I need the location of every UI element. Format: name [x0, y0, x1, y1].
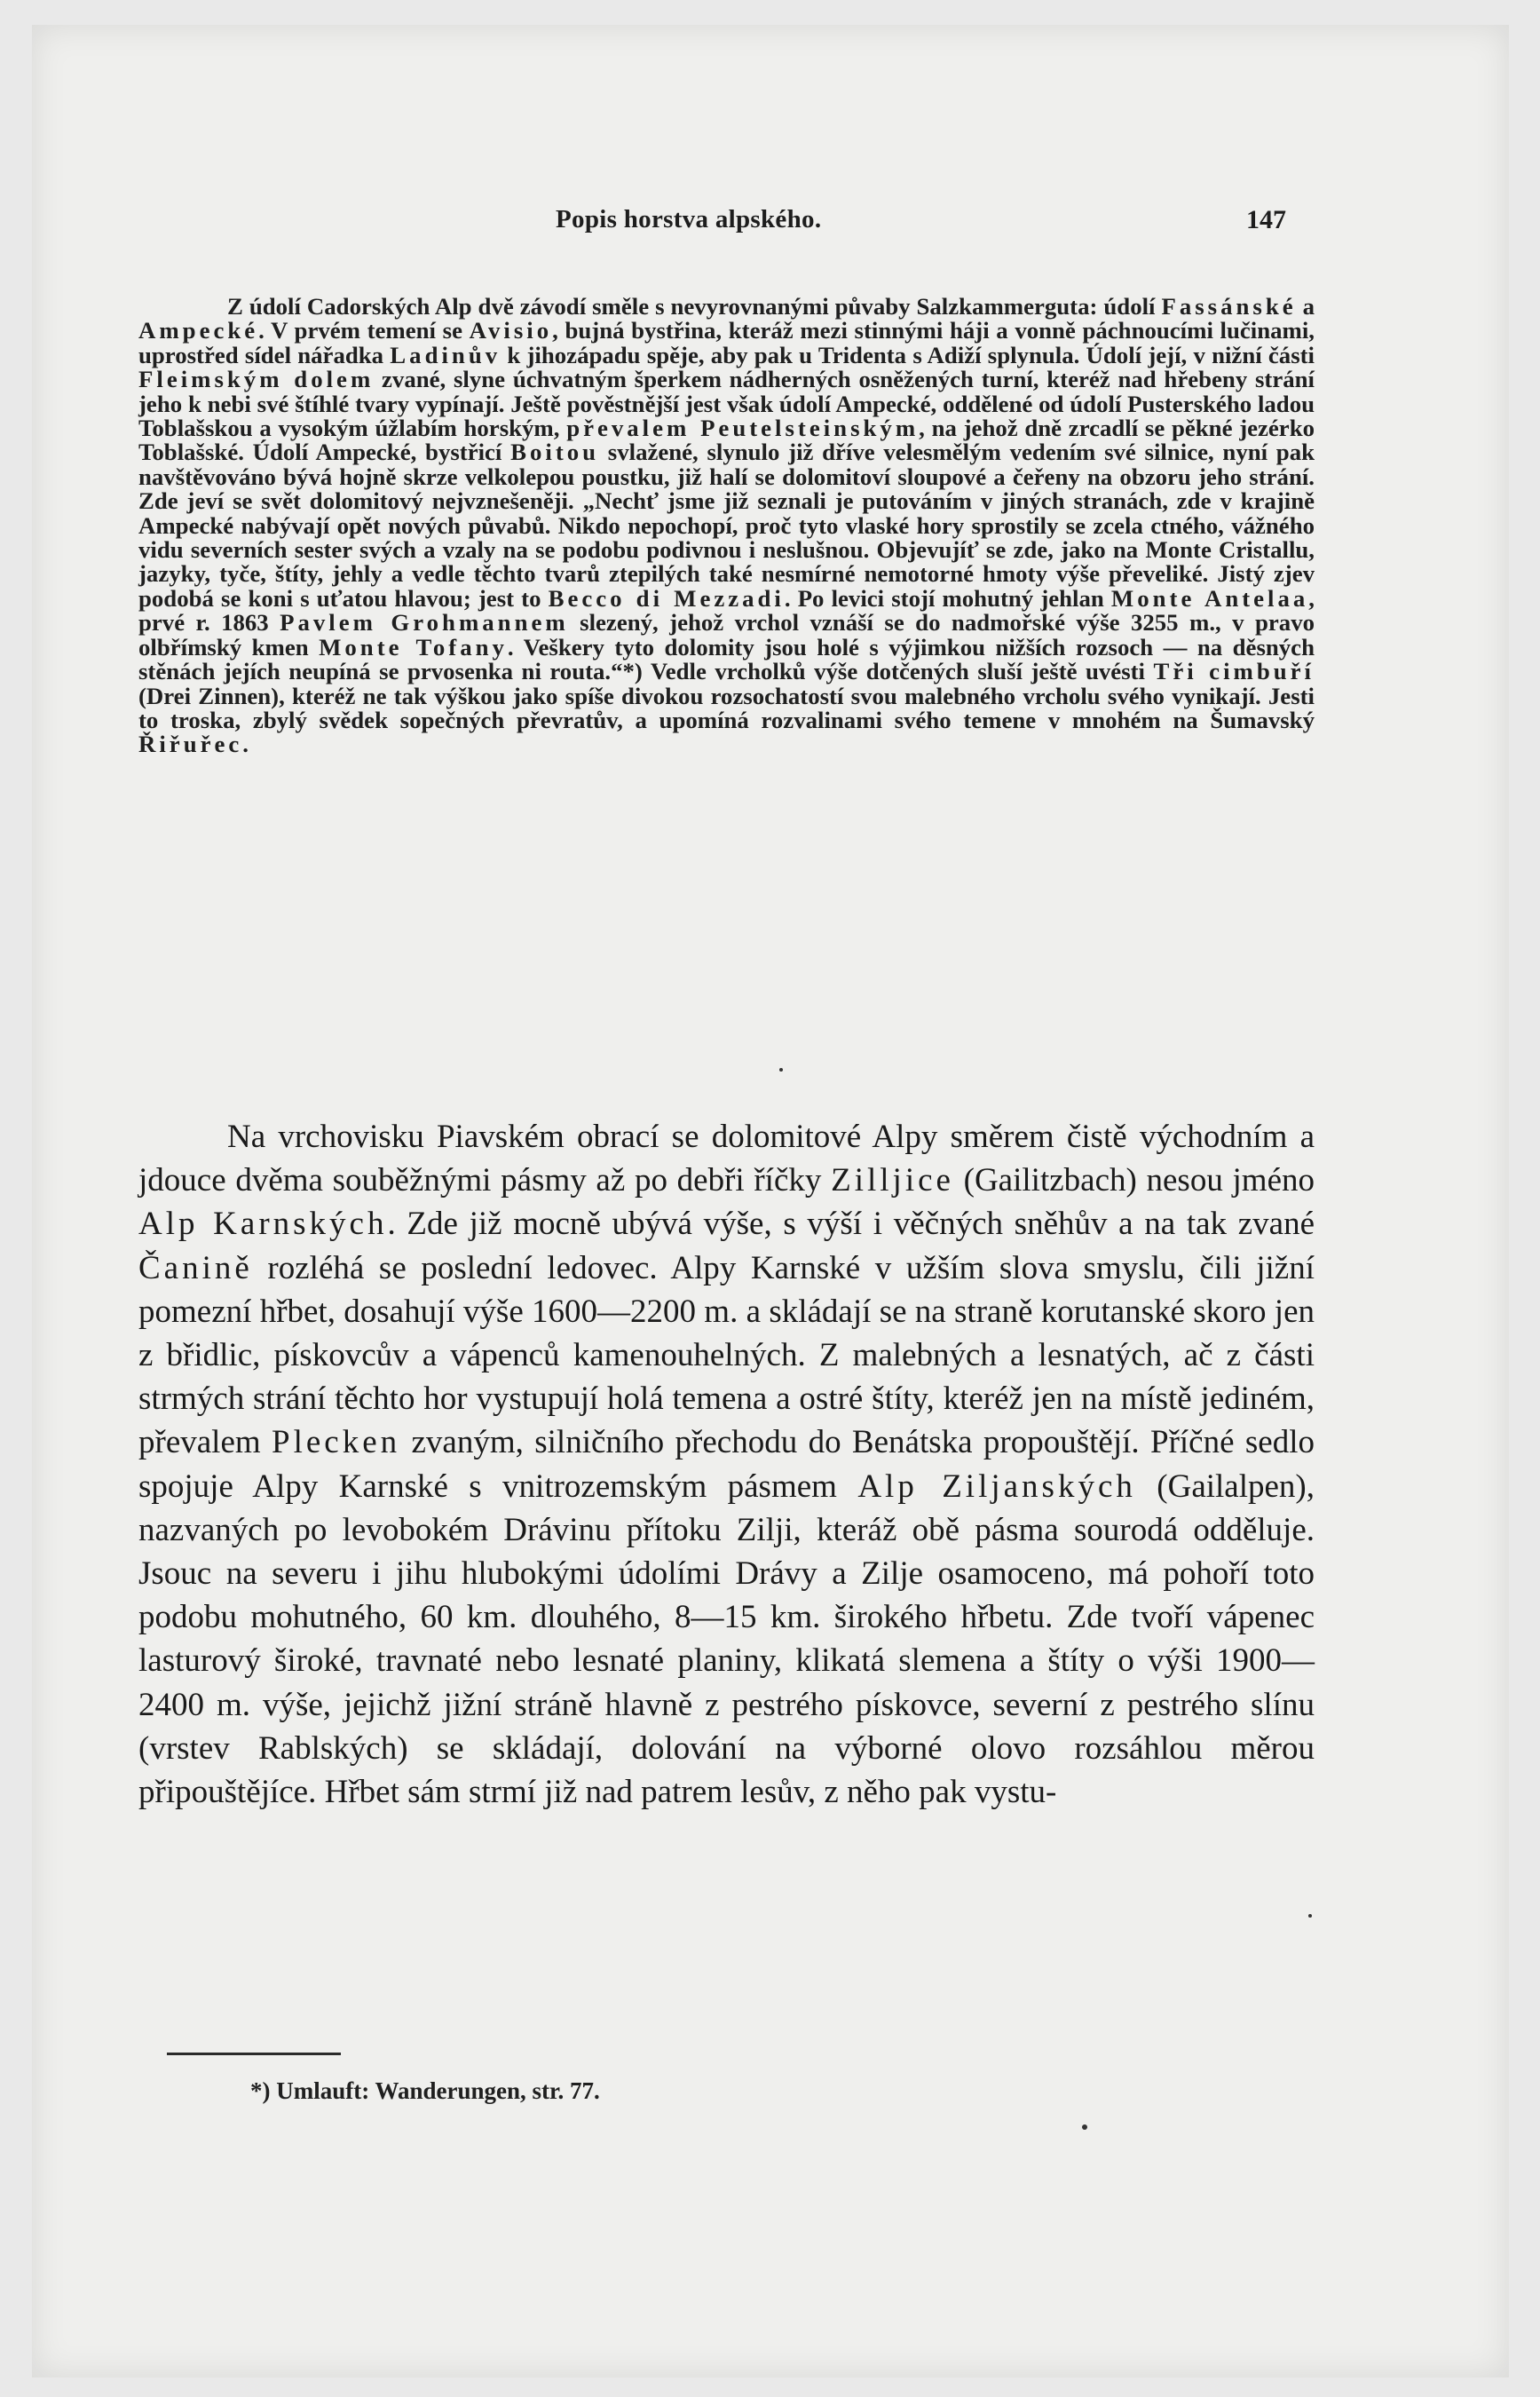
- spaced-term: Alp Ziljanských: [857, 1467, 1136, 1505]
- text-run: a: [1296, 293, 1315, 320]
- spaced-term: Ampecké: [138, 317, 259, 344]
- page-header: [32, 205, 1509, 241]
- footnote-separator: [167, 2053, 341, 2055]
- text-run: (Drei Zinnen), kteréž ne tak výškou jako spíše divokou rozsochatostí svou malebného vrcholu svého vynikají. Jesti to troska, zbylý svědek sopečných převratův, a upomíná rozvalinami svého temene v mnohém na Šumavský: [138, 682, 1315, 733]
- text-run: rozléhá se poslední ledovec. Alpy Karnské v užším slova smyslu, čili jižní pomezní hřbet, dosahují výše 1600—2200 m. a skládají se na straně korutanské skoro jen z břidlic, pískovcův a vápenců kamenouhelných. Z malebných a lesnatých, ač z části strmých strání těchto hor vystupují holá temena a ostré štíty, kteréž jen na místě jediném, převalem: [138, 1249, 1315, 1461]
- spaced-term: Ladinův: [390, 341, 501, 368]
- text-run: , na jehož dně zrcadlí se pěkné jezérko Toblašské. Údolí Ampecké, bystřicí: [138, 415, 1315, 466]
- footnote: *) Umlauft: Wanderungen, str. 77.: [250, 2077, 600, 2104]
- text-run: . V prvém temení se: [258, 317, 470, 344]
- print-speck: [1308, 1914, 1312, 1918]
- text-run: . Po levici stojí mohutný jehlan: [784, 584, 1111, 612]
- spaced-term: Monte Tofany: [319, 633, 508, 661]
- text-run: , prvé r. 1863: [138, 584, 1315, 637]
- spaced-term: Becco di Mezzadi: [548, 584, 785, 612]
- spaced-term: Avisio: [469, 317, 553, 344]
- text-run: Z údolí Cadorských Alp dvě závodí směle s nevyrovnanými půvaby Salzkammerguta: údolí: [227, 293, 1162, 320]
- spaced-term: převalem Peutelsteinským: [566, 415, 920, 442]
- print-speck: [1082, 2124, 1087, 2130]
- text-run: (Gailitzbach) nesou jméno: [953, 1162, 1315, 1199]
- running-title: Popis horstva alpského.: [556, 205, 822, 233]
- spaced-term: Monte Antelaa: [1110, 584, 1309, 612]
- text-run: . Veškery tyto dolomity jsou holé s výjimkou nižších rozsoch — na děsných stěnách jejích neupíná se prvosenka ni routa.“*) Vedle vrcholků výše dotčených sluší ještě uvésti: [138, 633, 1315, 685]
- text-run: Na vrchovisku Piavském obrací se dolomitové Alpy směrem čistě východním a jdouce dvěma souběžnými pásmy až po debři říčky: [138, 1119, 1315, 1199]
- spaced-term: Řiřuřec: [138, 731, 243, 758]
- text-run: zvané, slyne úchvatným šperkem nádherných osněžených turní, kteréž nad hřebeny strání jeho k nebi své štíhlé tvary vypínají. Ještě pověstnější jest však údolí Ampecké, oddělené od údolí Pusterského ladou Toblašskou a vysokým úžlabím horským,: [138, 366, 1315, 442]
- text-run: (Gailalpen), nazvaných po levobokém Drávinu přítoku Zilji, kteráž obě pásma sourodá odděluje. Jsouc na severu i jihu hlubokými údolími Drávy a Zilje osamoceno, má pohoří toto podobu mohutného, 60 km. dlouhého, 8—15 km. širokého hřbetu. Zde tvoří vápenec lasturový široké, travnaté nebo lesnaté planiny, klikatá slemena a štíty o výši 1900—2400 m. výše, jejichž jižní stráně hlavně z pestrého pískovce, severní z pestrého slínu (vrstev Rablských) se skládají, dolování na výborné olovo rozsáhlou měrou připouštějíce. Hřbet sám strmí již nad patrem lesův, z něho pak vystu-: [138, 1467, 1315, 1811]
- spaced-term: Plecken: [272, 1424, 401, 1461]
- spaced-term: Boitou: [510, 439, 600, 466]
- page-number: 147: [1246, 205, 1286, 234]
- spaced-term: Fleimským dolem: [138, 366, 375, 393]
- text-run: svlažené, slynulo již dříve velesmělým vedením své silnice, nyní pak navštěvováno bývá hojně skrze velkolepou poustku, již halí se dolomitoví sloupové a čeřeny na obzoru jeho strání. Zde jeví se svět dolomitový nejvznešeněji. „Nechť jsme již seznali je putováním v jiných stranách, zde v krajině Ampecké nabývají opět nových půvabů. Nikdo nepochopí, proč tyto vlaské hory sprostily se zcela ctného, vážného vidu severních sester svých a vzaly na se podobu podivnou i neslušnou. Objevujíť se zde, jako na Monte Cristallu, jazyky, tyče, štíty, jehly a vedle těchto tvarů ztepilých také nesmírné nemotorné hmoty výše převeliké. Jistý zjev podobá se koni s uťatou hlavou; jest to: [138, 439, 1315, 612]
- book-page: [32, 25, 1509, 2377]
- spaced-term: Alp Karnských: [138, 1206, 388, 1243]
- spaced-term: Tři cimbuří: [1153, 658, 1315, 685]
- spaced-term: Fassánské: [1161, 293, 1297, 320]
- text-run: , bujná bystřina, kteráž mezi stinnými háji a vonně páchnoucími lučinami, uprostřed sídel nářadka: [138, 317, 1315, 368]
- small-print-paragraph: [138, 295, 1315, 757]
- main-paragraph: [138, 1115, 1315, 1814]
- text-run: zvaným, silničního přechodu do Benátska propouštějí. Příčné sedlo spojuje Alpy Karnské s vnitrozemským pásmem: [138, 1424, 1315, 1505]
- text-run: slezený, jehož vrchol vznáší se do nadmořské výše 3255 m., v pravo olbřímský kmen: [138, 609, 1315, 661]
- spaced-term: Pavlem Grohmannem: [280, 609, 569, 637]
- text-run: .: [242, 731, 249, 758]
- spaced-term: Čanině: [138, 1249, 253, 1286]
- print-speck: [779, 1068, 783, 1072]
- text-run: k jihozápadu spěje, aby pak u Tridenta s Adiží splynula. Údolí její, v nižní části: [501, 341, 1315, 368]
- text-run: . Zde již mocně ubývá výše, s výší i věčných sněhův a na tak zvané: [387, 1206, 1315, 1243]
- spaced-term: Zilljice: [831, 1162, 954, 1199]
